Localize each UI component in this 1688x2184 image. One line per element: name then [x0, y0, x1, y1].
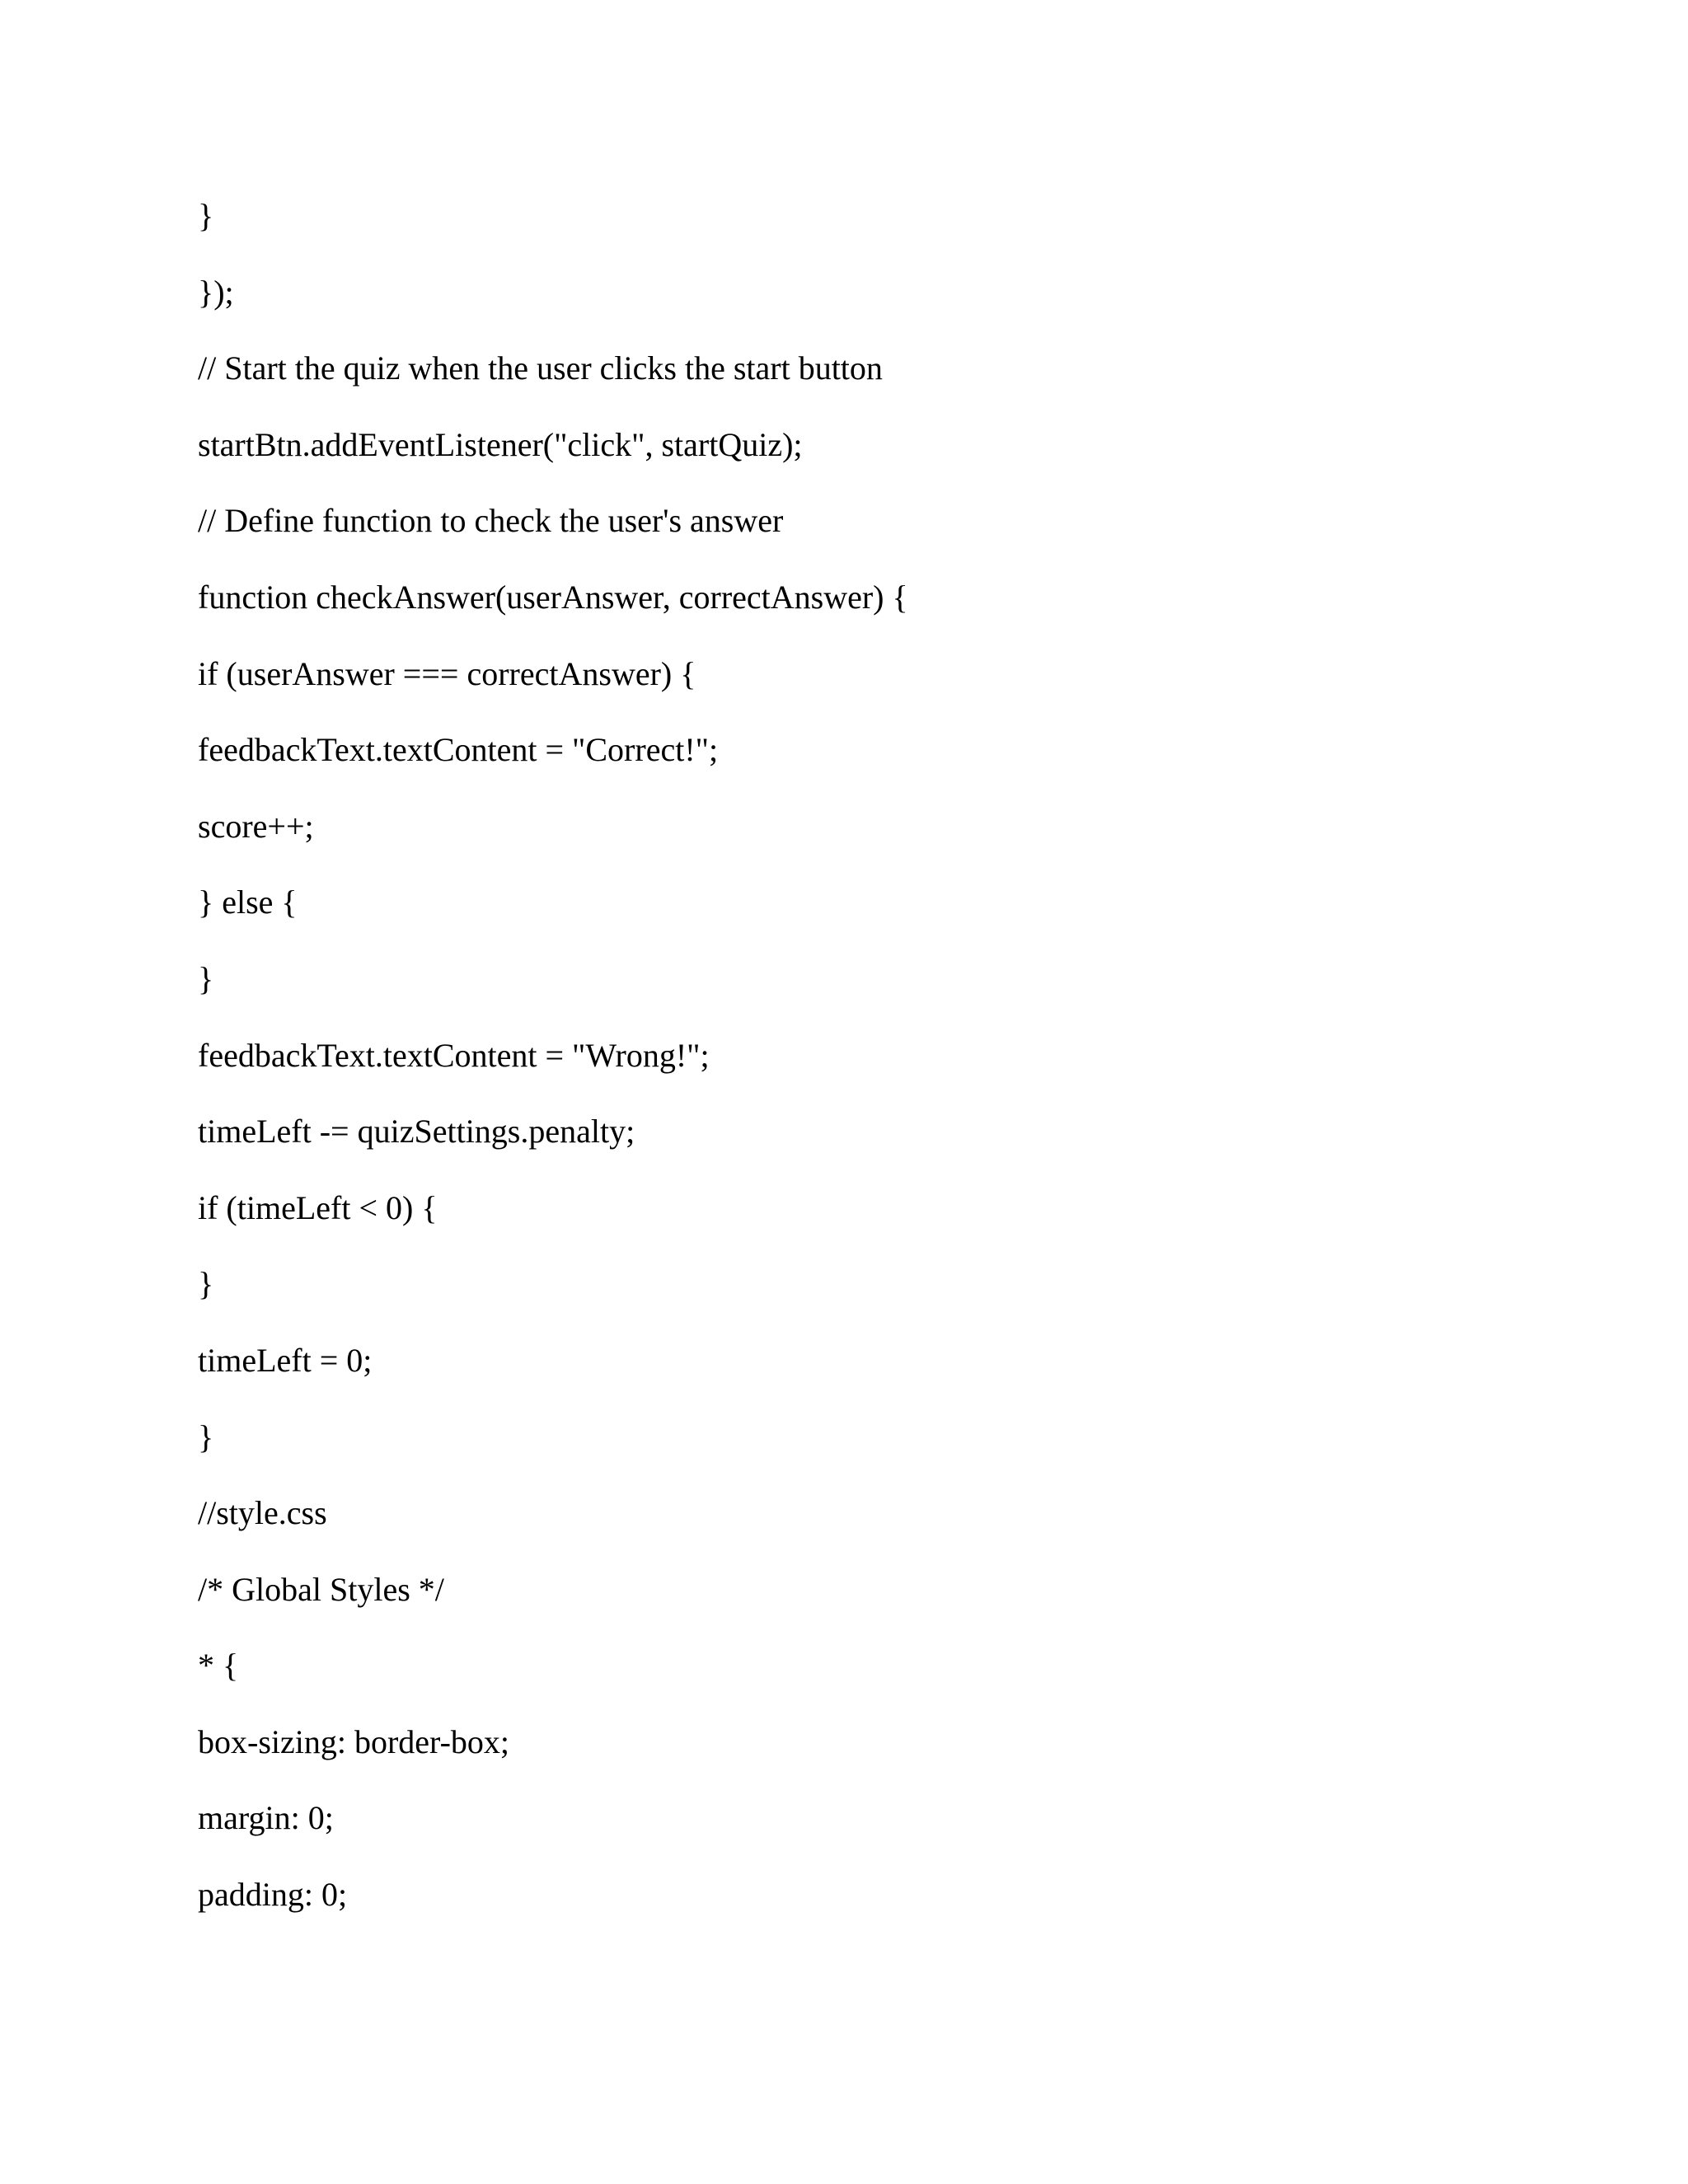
- code-text-block: [198, 191, 908, 1947]
- code-line: // Start the quiz when the user clicks the start button: [198, 349, 883, 387]
- code-line: if (userAnswer === correctAnswer) {: [198, 654, 696, 692]
- code-line: * {: [198, 1647, 239, 1685]
- code-line: padding: 0;: [198, 1876, 348, 1914]
- code-line: }: [198, 197, 214, 234]
- code-line: startBtn.addEventListener("click", startQuiz);: [198, 425, 803, 463]
- code-line: } else {: [198, 883, 298, 921]
- code-line: if (timeLeft < 0) {: [198, 1188, 438, 1226]
- code-line: //style.css: [198, 1494, 327, 1532]
- code-line: feedbackText.textContent = "Correct!";: [198, 731, 719, 769]
- code-line: }: [198, 959, 214, 997]
- code-line: /* Global Styles */: [198, 1570, 444, 1608]
- code-line: }: [198, 1265, 214, 1303]
- code-line: // Define function to check the user's answer: [198, 502, 784, 540]
- code-line: box-sizing: border-box;: [198, 1722, 510, 1760]
- code-line: timeLeft = 0;: [198, 1341, 373, 1379]
- code-line: feedbackText.textContent = "Wrong!";: [198, 1036, 710, 1074]
- code-line: function checkAnswer(userAnswer, correctAnswer) {: [198, 578, 908, 616]
- code-line: timeLeft -= quizSettings.penalty;: [198, 1113, 635, 1151]
- code-line: }: [198, 1418, 214, 1455]
- code-line: margin: 0;: [198, 1799, 334, 1837]
- code-line: });: [198, 273, 234, 311]
- code-line: score++;: [198, 807, 314, 845]
